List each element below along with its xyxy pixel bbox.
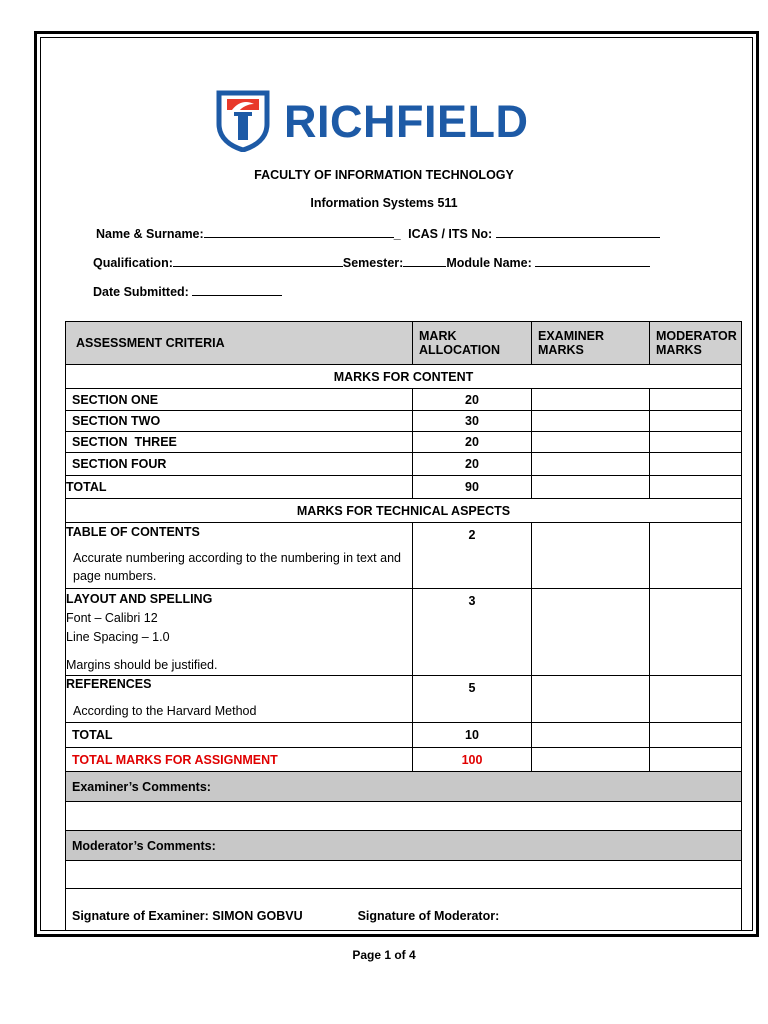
name-underscore: _ [393, 227, 401, 241]
table-header-row [66, 322, 742, 365]
examiner-mark-cell[interactable] [532, 389, 650, 411]
references-mark: 5 [413, 676, 532, 723]
layout-spacing: Line Spacing – 1.0 [66, 630, 170, 644]
col-mark-allocation: MARK ALLOCATION [413, 322, 532, 365]
icas-label: ICAS / ITS No: [408, 227, 493, 241]
technical-total-label: TOTAL [66, 723, 413, 748]
layout-mark: 3 [413, 589, 532, 676]
toc-cell [66, 523, 413, 589]
layout-cell [66, 589, 413, 676]
table-row [66, 411, 742, 432]
layout-margins: Margins should be justified. [66, 658, 218, 672]
technical-total-row [66, 723, 742, 748]
moderator-mark-cell[interactable] [650, 748, 742, 772]
examiner-mark-cell[interactable] [532, 453, 650, 476]
col-examiner-marks: EXAMINER MARKS [532, 322, 650, 365]
moderator-mark-cell[interactable] [650, 723, 742, 748]
moderator-mark-cell[interactable] [650, 676, 742, 723]
examiner-comments-label: Examiner’s Comments: [66, 772, 742, 802]
signature-row [66, 889, 742, 931]
section-mark: 20 [413, 453, 532, 476]
table-row [66, 453, 742, 476]
assessment-table [65, 321, 742, 931]
table-row [66, 432, 742, 453]
toc-row [66, 523, 742, 589]
references-label: REFERENCES [66, 677, 152, 691]
section-label: SECTION ONE [66, 389, 413, 411]
moderator-mark-cell[interactable] [650, 389, 742, 411]
signature-moderator: Signature of Moderator: [357, 908, 500, 923]
technical-heading: MARKS FOR TECHNICAL ASPECTS [66, 499, 742, 523]
subject-title: Information Systems 511 [310, 196, 458, 210]
content-heading-row [66, 365, 742, 389]
examiner-mark-cell[interactable] [532, 411, 650, 432]
content-total-label: TOTAL [66, 476, 413, 499]
examiner-mark-cell[interactable] [532, 589, 650, 676]
moderator-mark-cell[interactable] [650, 589, 742, 676]
page-number: Page 1 of 4 [352, 948, 416, 962]
logo-text: RICHFIELD [284, 95, 529, 147]
content-heading: MARKS FOR CONTENT [66, 365, 742, 389]
examiner-mark-cell[interactable] [532, 676, 650, 723]
moderator-mark-cell[interactable] [650, 432, 742, 453]
table-row [66, 389, 742, 411]
module-label: Module Name: [446, 256, 532, 270]
date-line [93, 283, 282, 299]
layout-font: Font – Calibri 12 [66, 611, 158, 625]
moderator-mark-cell[interactable] [650, 476, 742, 499]
content-total-row [66, 476, 742, 499]
technical-heading-row [66, 499, 742, 523]
examiner-mark-cell[interactable] [532, 523, 650, 589]
examiner-comments-field[interactable] [66, 802, 742, 831]
layout-row [66, 589, 742, 676]
date-label: Date Submitted: [93, 285, 189, 299]
section-mark: 20 [413, 432, 532, 453]
moderator-mark-cell[interactable] [650, 453, 742, 476]
name-field[interactable] [204, 225, 394, 238]
semester-field[interactable] [403, 254, 446, 267]
name-label: Name & Surname: [96, 227, 204, 241]
references-row [66, 676, 742, 723]
col-moderator-marks: MODERATOR MARKS [650, 322, 742, 365]
moderator-comments-row [66, 861, 742, 889]
references-detail: According to the Harvard Method [73, 704, 257, 718]
examiner-comments-row [66, 802, 742, 831]
section-label: SECTION FOUR [66, 453, 413, 476]
section-mark: 30 [413, 411, 532, 432]
date-field[interactable] [192, 283, 282, 296]
name-line [96, 225, 660, 241]
qualification-label: Qualification: [93, 256, 173, 270]
section-mark: 20 [413, 389, 532, 411]
examiner-mark-cell[interactable] [532, 723, 650, 748]
semester-label: Semester: [342, 256, 404, 270]
moderator-comments-field[interactable] [66, 861, 742, 889]
content-total-mark: 90 [413, 476, 532, 499]
moderator-comments-label: Moderator’s Comments: [66, 831, 742, 861]
moderator-mark-cell[interactable] [650, 523, 742, 589]
richfield-logo [216, 90, 529, 152]
grand-total-label: TOTAL MARKS FOR ASSIGNMENT [66, 748, 413, 772]
moderator-comments-heading-row [66, 831, 742, 861]
toc-detail: Accurate numbering according to the numbering in text and page numbers. [73, 551, 401, 583]
icas-field[interactable] [496, 225, 660, 238]
moderator-mark-cell[interactable] [650, 411, 742, 432]
col-criteria: ASSESSMENT CRITERIA [66, 322, 413, 365]
toc-label: TABLE OF CONTENTS [66, 525, 200, 539]
examiner-mark-cell[interactable] [532, 748, 650, 772]
toc-mark: 2 [413, 523, 532, 589]
layout-label: LAYOUT AND SPELLING [66, 592, 213, 606]
signature-examiner: Signature of Examiner: SIMON GOBVU [72, 908, 303, 923]
signature-cell [66, 889, 742, 931]
examiner-mark-cell[interactable] [532, 432, 650, 453]
qualification-field[interactable] [173, 254, 343, 267]
faculty-title: FACULTY OF INFORMATION TECHNOLOGY [254, 168, 514, 182]
examiner-mark-cell[interactable] [532, 476, 650, 499]
technical-total-mark: 10 [413, 723, 532, 748]
examiner-comments-heading-row [66, 772, 742, 802]
module-field[interactable] [535, 254, 650, 267]
grand-total-mark: 100 [413, 748, 532, 772]
references-cell [66, 676, 413, 723]
richfield-shield-icon [216, 90, 270, 152]
qualification-line [93, 254, 650, 270]
section-label: SECTION TWO [66, 411, 413, 432]
grand-total-row [66, 748, 742, 772]
section-label: SECTION THREE [66, 432, 413, 453]
